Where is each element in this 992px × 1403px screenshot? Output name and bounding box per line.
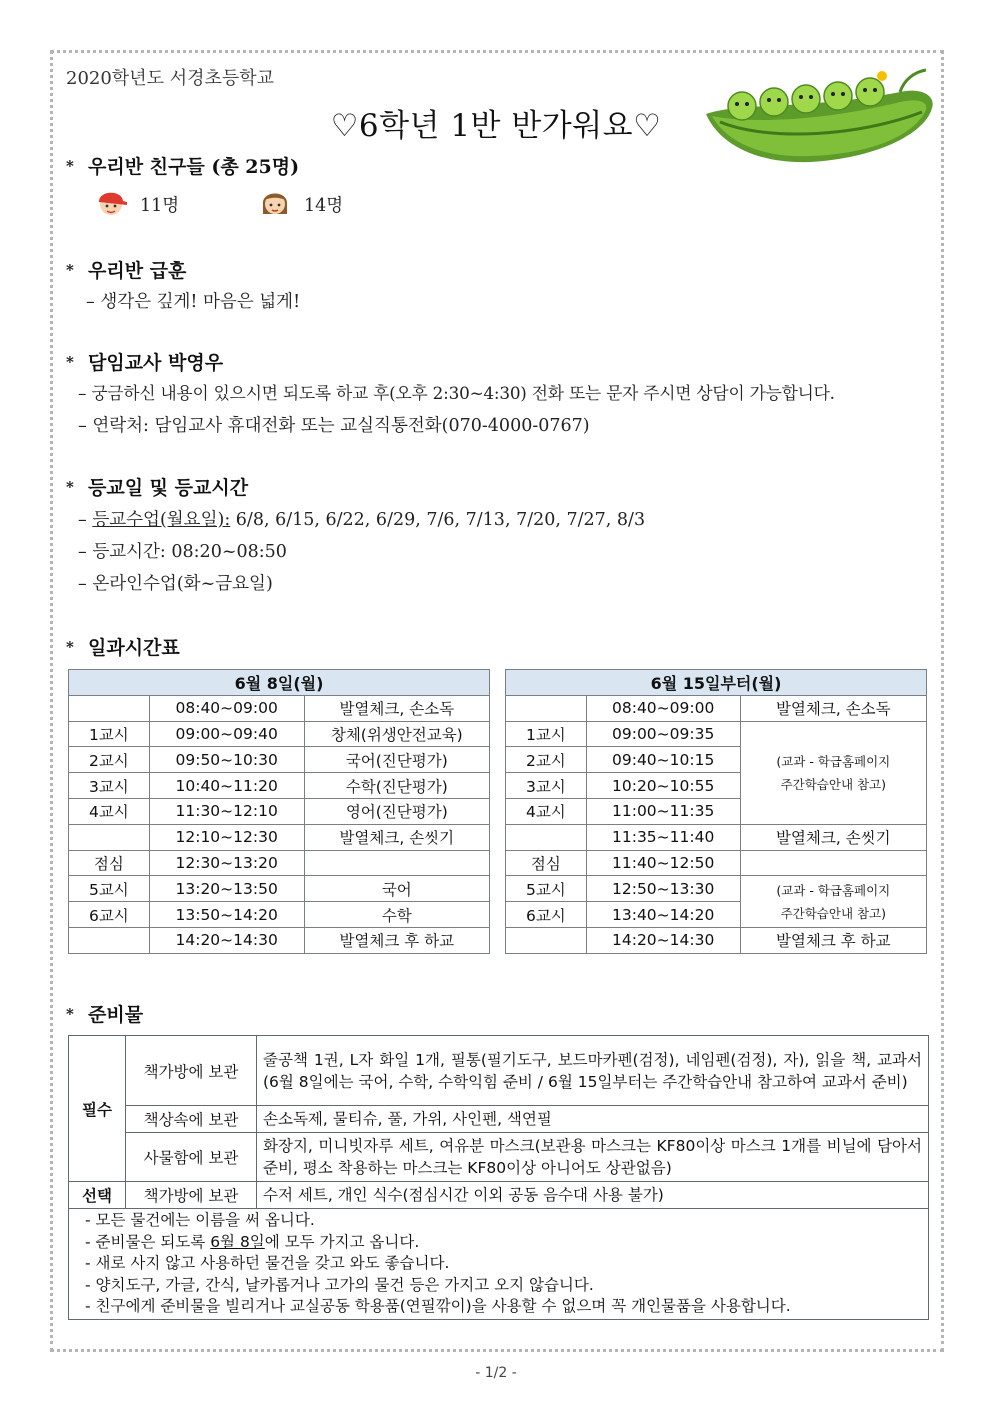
attendance-days-label: 등교수업(월요일): bbox=[92, 510, 231, 530]
table-row: 14:20~14:30 발열체크 후 하교 bbox=[506, 927, 927, 953]
table-row: 4교시 11:30~12:10 영어(진단평가) bbox=[69, 798, 490, 824]
table-row: 5교시 12:50~13:30 (교과 - 학급홈페이지 주간학습안내 참고) bbox=[506, 876, 927, 902]
attendance-days-line: – 등교수업(월요일): 6/8, 6/15, 6/22, 6/29, 7/6, 7/13, 7/20, 7/27, 8/3 bbox=[78, 510, 646, 530]
friends-heading: * 우리반 친구들 (총 25명) bbox=[66, 156, 300, 178]
table-row: 12:10~12:30 발열체크, 손씻기 bbox=[69, 824, 490, 850]
table-row: 책상속에 보관 손소독제, 물티슈, 풀, 가위, 사인펜, 색연필 bbox=[69, 1106, 929, 1133]
table-row: 선택 책가방에 보관 수저 세트, 개인 식수(점심시간 이외 공동 음수대 사용 불가) bbox=[69, 1182, 929, 1209]
teacher-heading: * 담임교사 박영우 bbox=[66, 352, 224, 374]
table-row: 14:20~14:30 발열체크 후 하교 bbox=[69, 927, 490, 953]
table-row: 2교시 09:40~10:15 bbox=[506, 747, 927, 773]
table-row: 11:35~11:40 발열체크, 손씻기 bbox=[506, 824, 927, 850]
asterisk-icon: * bbox=[66, 1005, 74, 1023]
online-class-line: – 온라인수업(화~금요일) bbox=[78, 574, 273, 594]
school-name: 2020학년도 서경초등학교 bbox=[66, 68, 275, 89]
table-row: 2교시 09:50~10:30 국어(진단평가) bbox=[69, 747, 490, 773]
timetable-june15-header: 6월 15일부터(월) bbox=[506, 670, 927, 696]
motto-text: – 생각은 깊게! 마음은 넓게! bbox=[86, 292, 301, 312]
timetable-heading: * 일과시간표 bbox=[66, 637, 180, 659]
peapod-icon bbox=[700, 62, 940, 172]
table-row: 필수 책가방에 보관 줄공책 1권, L자 화일 1개, 필통(필기도구, 보드마카펜(검정), 네임펜(검정), 자), 읽을 책, 교과서(6월 8일에는 국어, 수학, 수학익힘 준비 / 6월 15일부터는 주간학습안내 참고하여 교과서 준비) bbox=[69, 1036, 929, 1106]
table-row: 08:40~09:00 발열체크, 손소독 bbox=[69, 695, 490, 721]
asterisk-icon: * bbox=[66, 353, 74, 371]
table-row: 4교시 11:00~11:35 bbox=[506, 798, 927, 824]
optional-label: 선택 bbox=[69, 1182, 126, 1209]
timetable-june15 bbox=[505, 669, 927, 954]
table-row: 08:40~09:00 발열체크, 손소독 bbox=[506, 695, 927, 721]
attendance-heading: * 등교일 및 등교시간 bbox=[66, 477, 249, 499]
table-row: 3교시 10:40~11:20 수학(진단평가) bbox=[69, 773, 490, 799]
attendance-dates: 6/8, 6/15, 6/22, 6/29, 7/6, 7/13, 7/20, 7/27, 8/3 bbox=[235, 510, 646, 530]
teacher-consult-line: – 궁금하신 내용이 있으시면 되도록 하교 후(오후 2:30~4:30) 전화 또는 문자 주시면 상담이 가능합니다. bbox=[78, 383, 835, 403]
page-title: ♡6학년 1반 반가워요♡ bbox=[330, 108, 662, 144]
table-row bbox=[69, 1209, 929, 1320]
table-row: 6교시 13:50~14:20 수학 bbox=[69, 902, 490, 928]
table-row: 점심 11:40~12:50 bbox=[506, 850, 927, 876]
timetable-june8-header: 6월 8일(월) bbox=[69, 670, 490, 696]
table-row: 1교시 09:00~09:35 (교과 - 학급홈페이지 주간학습안내 참고) bbox=[506, 721, 927, 747]
asterisk-icon: * bbox=[66, 261, 74, 279]
list-item: - 모든 물건에는 이름을 써 옵니다. bbox=[85, 1211, 315, 1229]
table-row: 1교시 09:00~09:40 창체(위생안전교육) bbox=[69, 721, 490, 747]
girls-count: 14명 bbox=[304, 196, 344, 216]
asterisk-icon: * bbox=[66, 157, 74, 175]
table-row: 점심 12:30~13:20 bbox=[69, 850, 490, 876]
page-number: - 1/2 - bbox=[475, 1365, 517, 1381]
table-row: 5교시 13:20~13:50 국어 bbox=[69, 876, 490, 902]
list-item: - 준비물은 되도록 6월 8일에 모두 가지고 옵니다. bbox=[85, 1232, 420, 1251]
materials-table bbox=[68, 1035, 929, 1320]
homepage-reference-note: (교과 - 학급홈페이지 주간학습안내 참고) bbox=[740, 721, 926, 824]
teacher-contact-line: – 연락처: 담임교사 휴대전화 또는 교실직통전화(070-4000-0767) bbox=[78, 416, 590, 436]
list-item: - 새로 사지 않고 사용하던 물건을 갖고 와도 좋습니다. bbox=[85, 1254, 450, 1272]
boys-count: 11명 bbox=[140, 196, 180, 216]
table-row: 사물함에 보관 화장지, 미니빗자루 세트, 여유분 마스크(보관용 마스크는 KF80이상 마스크 1개를 비닐에 담아서 준비, 평소 착용하는 마스크는 KF80이상 아니어도 상관없음) bbox=[69, 1133, 929, 1182]
homepage-reference-note: (교과 - 학급홈페이지 주간학습안내 참고) bbox=[740, 876, 926, 928]
asterisk-icon: * bbox=[66, 638, 74, 656]
required-label: 필수 bbox=[69, 1036, 126, 1182]
list-item: - 친구에게 준비물을 빌리거나 교실공동 학용품(연필깎이)을 사용할 수 없으며 꼭 개인물품을 사용합니다. bbox=[85, 1297, 791, 1315]
table-row: 3교시 10:20~10:55 bbox=[506, 773, 927, 799]
materials-notes bbox=[69, 1209, 929, 1320]
timetable-june8 bbox=[68, 669, 490, 954]
list-item: - 양치도구, 가글, 간식, 날카롭거나 고가의 물건 등은 가지고 오지 않습니다. bbox=[85, 1275, 594, 1294]
boy-face-icon bbox=[94, 186, 128, 218]
table-row: 6교시 13:40~14:20 bbox=[506, 902, 927, 928]
attendance-time-line: – 등교시간: 08:20~08:50 bbox=[78, 542, 287, 562]
girl-face-icon bbox=[258, 186, 292, 218]
materials-heading: * 준비물 bbox=[66, 1004, 144, 1026]
motto-heading: * 우리반 급훈 bbox=[66, 260, 187, 282]
asterisk-icon: * bbox=[66, 478, 74, 496]
